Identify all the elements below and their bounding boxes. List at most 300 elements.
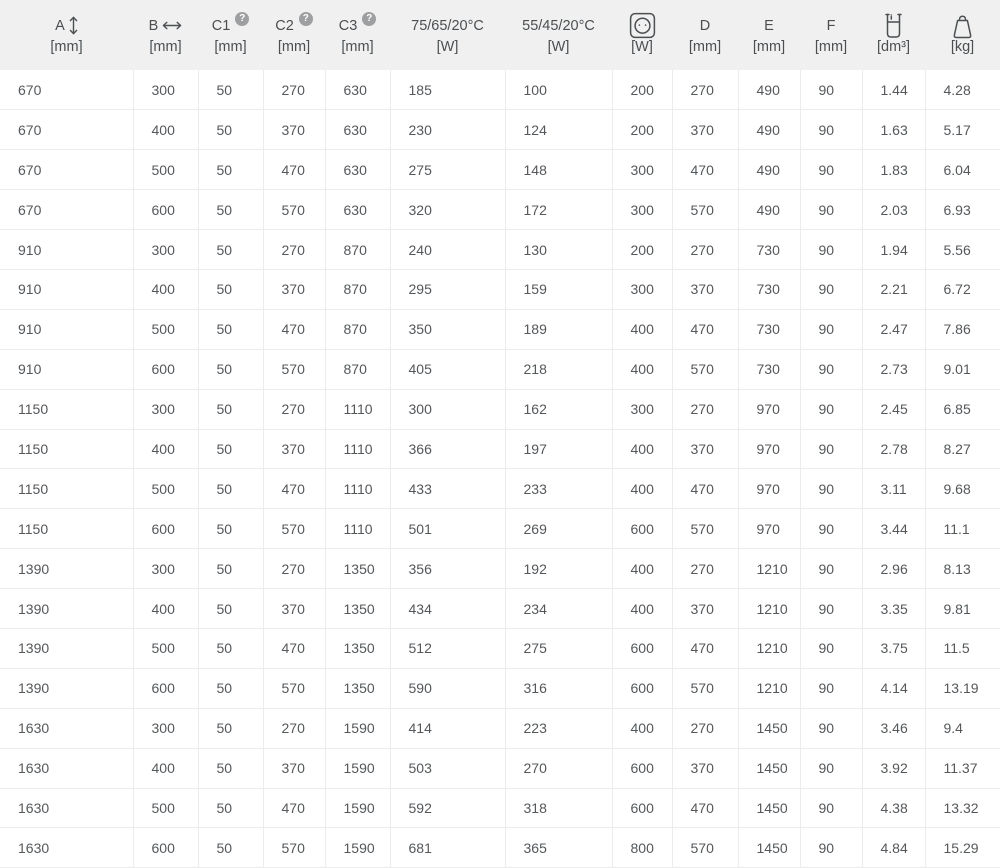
- cell-WEL: 600: [612, 628, 672, 668]
- cell-E: 1450: [738, 788, 800, 828]
- cell-C3: 1110: [325, 469, 390, 509]
- table-row: [0, 828, 1000, 868]
- cell-C2: 370: [263, 429, 325, 469]
- cell-VOL: 3.75: [862, 628, 925, 668]
- cell-KG: 6.85: [925, 389, 1000, 429]
- cell-F: 90: [800, 509, 862, 549]
- cell-C3: 1350: [325, 589, 390, 629]
- cell-C2: 570: [263, 509, 325, 549]
- cell-C1: 50: [198, 469, 263, 509]
- table-row: [0, 788, 1000, 828]
- cell-KG: 7.86: [925, 309, 1000, 349]
- help-icon[interactable]: ?: [235, 12, 249, 26]
- cell-E: 970: [738, 429, 800, 469]
- cell-VOL: 3.44: [862, 509, 925, 549]
- cell-WEL: 200: [612, 70, 672, 110]
- cell-F: 90: [800, 589, 862, 629]
- cell-WEL: 300: [612, 389, 672, 429]
- cell-KG: 5.56: [925, 230, 1000, 270]
- cell-C1: 50: [198, 509, 263, 549]
- cell-F: 90: [800, 549, 862, 589]
- cell-B: 400: [133, 110, 198, 150]
- cell-C3: 870: [325, 269, 390, 309]
- cell-VOL: 4.14: [862, 668, 925, 708]
- cell-VOL: 4.84: [862, 828, 925, 868]
- column-header-W7565: [390, 0, 505, 70]
- cell-F: 90: [800, 349, 862, 389]
- cell-VOL: 2.47: [862, 309, 925, 349]
- column-header-C2: [263, 0, 325, 70]
- cell-C1: 50: [198, 628, 263, 668]
- cell-C3: 630: [325, 190, 390, 230]
- column-header-C3: [325, 0, 390, 70]
- cell-D: 570: [672, 349, 738, 389]
- vertical-double-arrow-icon: [69, 16, 78, 35]
- cell-E: 490: [738, 70, 800, 110]
- table-row: [0, 429, 1000, 469]
- cell-B: 400: [133, 429, 198, 469]
- cell-WEL: 300: [612, 190, 672, 230]
- help-icon[interactable]: ?: [299, 12, 313, 26]
- cell-W7565: 433: [390, 469, 505, 509]
- cell-B: 300: [133, 549, 198, 589]
- cell-KG: 11.1: [925, 509, 1000, 549]
- cell-W5545: 365: [505, 828, 612, 868]
- cell-VOL: 3.46: [862, 708, 925, 748]
- cell-E: 490: [738, 190, 800, 230]
- cell-KG: 9.68: [925, 469, 1000, 509]
- cell-B: 600: [133, 828, 198, 868]
- cell-D: 570: [672, 509, 738, 549]
- cell-W7565: 503: [390, 748, 505, 788]
- cell-C1: 50: [198, 429, 263, 469]
- column-unit-KG: [kg]: [950, 38, 975, 55]
- cell-F: 90: [800, 389, 862, 429]
- cell-A: 1150: [0, 509, 133, 549]
- cell-A: 1150: [0, 389, 133, 429]
- cell-VOL: 1.63: [862, 110, 925, 150]
- cell-C2: 470: [263, 628, 325, 668]
- cell-D: 470: [672, 788, 738, 828]
- cell-W7565: 366: [390, 429, 505, 469]
- cell-D: 270: [672, 708, 738, 748]
- cell-KG: 6.04: [925, 150, 1000, 190]
- cell-C3: 1350: [325, 549, 390, 589]
- cell-W7565: 240: [390, 230, 505, 270]
- cell-WEL: 200: [612, 110, 672, 150]
- cell-W5545: 172: [505, 190, 612, 230]
- cell-W7565: 185: [390, 70, 505, 110]
- cell-WEL: 600: [612, 668, 672, 708]
- cell-E: 970: [738, 389, 800, 429]
- cell-A: 670: [0, 150, 133, 190]
- cell-VOL: 3.92: [862, 748, 925, 788]
- cell-D: 370: [672, 269, 738, 309]
- cell-C2: 570: [263, 349, 325, 389]
- table-header: [0, 0, 1000, 70]
- column-header-F: [800, 0, 862, 70]
- cell-F: 90: [800, 110, 862, 150]
- column-unit-VOL: [dm³]: [876, 38, 911, 55]
- cell-KG: 9.01: [925, 349, 1000, 389]
- column-label-C2: C2: [275, 17, 294, 34]
- cell-B: 600: [133, 509, 198, 549]
- cell-C2: 270: [263, 389, 325, 429]
- cell-C2: 370: [263, 269, 325, 309]
- cell-F: 90: [800, 748, 862, 788]
- table-row: [0, 628, 1000, 668]
- water-capacity-icon: [882, 12, 905, 39]
- column-label-D: D: [699, 17, 711, 34]
- cell-A: 1150: [0, 469, 133, 509]
- cell-D: 270: [672, 389, 738, 429]
- cell-WEL: 400: [612, 309, 672, 349]
- cell-W7565: 592: [390, 788, 505, 828]
- cell-D: 270: [672, 230, 738, 270]
- column-label-A: A: [55, 17, 65, 34]
- cell-W5545: 189: [505, 309, 612, 349]
- cell-VOL: 2.96: [862, 549, 925, 589]
- cell-A: 670: [0, 110, 133, 150]
- column-label-W7565: 75/65/20°C: [411, 17, 484, 34]
- cell-D: 370: [672, 589, 738, 629]
- header-row: [0, 0, 1000, 70]
- column-header-A: [0, 0, 133, 70]
- cell-W7565: 300: [390, 389, 505, 429]
- cell-WEL: 600: [612, 748, 672, 788]
- cell-W7565: 434: [390, 589, 505, 629]
- cell-B: 300: [133, 230, 198, 270]
- column-label-W5545: 55/45/20°C: [522, 17, 595, 34]
- cell-B: 600: [133, 349, 198, 389]
- column-header-W5545: [505, 0, 612, 70]
- cell-WEL: 400: [612, 708, 672, 748]
- cell-A: 1150: [0, 429, 133, 469]
- cell-F: 90: [800, 788, 862, 828]
- cell-C3: 630: [325, 110, 390, 150]
- cell-W5545: 316: [505, 668, 612, 708]
- cell-D: 270: [672, 70, 738, 110]
- cell-W5545: 234: [505, 589, 612, 629]
- cell-F: 90: [800, 429, 862, 469]
- cell-C2: 270: [263, 70, 325, 110]
- cell-C2: 570: [263, 190, 325, 230]
- cell-A: 1390: [0, 549, 133, 589]
- cell-D: 370: [672, 748, 738, 788]
- cell-VOL: 1.94: [862, 230, 925, 270]
- cell-E: 1450: [738, 828, 800, 868]
- cell-KG: 8.13: [925, 549, 1000, 589]
- cell-F: 90: [800, 708, 862, 748]
- cell-A: 1390: [0, 668, 133, 708]
- cell-F: 90: [800, 190, 862, 230]
- cell-VOL: 2.78: [862, 429, 925, 469]
- cell-F: 90: [800, 150, 862, 190]
- cell-E: 970: [738, 469, 800, 509]
- cell-C1: 50: [198, 309, 263, 349]
- cell-C1: 50: [198, 589, 263, 629]
- table-row: [0, 509, 1000, 549]
- cell-D: 470: [672, 309, 738, 349]
- column-header-VOL: [862, 0, 925, 70]
- weight-bag-icon: [950, 13, 975, 39]
- cell-F: 90: [800, 469, 862, 509]
- cell-C3: 870: [325, 230, 390, 270]
- cell-B: 600: [133, 668, 198, 708]
- cell-VOL: 2.45: [862, 389, 925, 429]
- cell-VOL: 3.11: [862, 469, 925, 509]
- cell-A: 1390: [0, 628, 133, 668]
- column-unit-C1: [mm]: [214, 38, 247, 55]
- cell-B: 300: [133, 708, 198, 748]
- cell-D: 270: [672, 549, 738, 589]
- table-row: [0, 469, 1000, 509]
- table-row: [0, 230, 1000, 270]
- cell-W5545: 124: [505, 110, 612, 150]
- cell-E: 490: [738, 150, 800, 190]
- table-row: [0, 269, 1000, 309]
- cell-C3: 1590: [325, 788, 390, 828]
- cell-F: 90: [800, 269, 862, 309]
- cell-WEL: 400: [612, 349, 672, 389]
- cell-VOL: 2.21: [862, 269, 925, 309]
- table-row: [0, 389, 1000, 429]
- cell-W7565: 230: [390, 110, 505, 150]
- cell-E: 1450: [738, 748, 800, 788]
- cell-VOL: 3.35: [862, 589, 925, 629]
- cell-E: 1210: [738, 589, 800, 629]
- cell-KG: 9.81: [925, 589, 1000, 629]
- cell-KG: 6.93: [925, 190, 1000, 230]
- cell-KG: 15.29: [925, 828, 1000, 868]
- horizontal-double-arrow-icon: [162, 21, 182, 30]
- cell-W5545: 223: [505, 708, 612, 748]
- column-unit-E: [mm]: [752, 38, 786, 55]
- cell-W5545: 130: [505, 230, 612, 270]
- table-row: [0, 589, 1000, 629]
- cell-E: 730: [738, 349, 800, 389]
- cell-D: 370: [672, 429, 738, 469]
- column-header-E: [738, 0, 800, 70]
- cell-C1: 50: [198, 230, 263, 270]
- cell-C3: 1350: [325, 628, 390, 668]
- cell-C2: 370: [263, 110, 325, 150]
- table-row: [0, 708, 1000, 748]
- table-row: [0, 349, 1000, 389]
- cell-VOL: 2.03: [862, 190, 925, 230]
- cell-E: 1210: [738, 628, 800, 668]
- cell-A: 910: [0, 349, 133, 389]
- cell-B: 400: [133, 748, 198, 788]
- cell-C3: 630: [325, 150, 390, 190]
- column-label-E: E: [764, 17, 774, 34]
- cell-WEL: 600: [612, 509, 672, 549]
- cell-C3: 1110: [325, 389, 390, 429]
- cell-W5545: 275: [505, 628, 612, 668]
- column-unit-WEL: [W]: [631, 38, 653, 55]
- cell-E: 1210: [738, 549, 800, 589]
- column-label-C3: C3: [338, 17, 358, 34]
- cell-W7565: 356: [390, 549, 505, 589]
- cell-A: 910: [0, 230, 133, 270]
- table-row: [0, 549, 1000, 589]
- cell-C2: 570: [263, 668, 325, 708]
- table-row: [0, 668, 1000, 708]
- cell-KG: 4.28: [925, 70, 1000, 110]
- cell-B: 300: [133, 70, 198, 110]
- cell-B: 500: [133, 628, 198, 668]
- column-header-WEL: [612, 0, 672, 70]
- electric-socket-icon: [629, 12, 656, 39]
- cell-VOL: 2.73: [862, 349, 925, 389]
- cell-W5545: 192: [505, 549, 612, 589]
- cell-C3: 870: [325, 349, 390, 389]
- cell-WEL: 300: [612, 150, 672, 190]
- column-unit-D: [mm]: [688, 38, 722, 55]
- cell-W5545: 269: [505, 509, 612, 549]
- cell-C2: 370: [263, 589, 325, 629]
- cell-WEL: 300: [612, 269, 672, 309]
- table-row: [0, 748, 1000, 788]
- cell-B: 400: [133, 589, 198, 629]
- column-unit-C2: [mm]: [277, 38, 311, 55]
- column-unit-W5545: [W]: [547, 38, 570, 55]
- cell-C2: 270: [263, 230, 325, 270]
- cell-B: 500: [133, 150, 198, 190]
- cell-C3: 1590: [325, 828, 390, 868]
- cell-A: 1630: [0, 788, 133, 828]
- cell-C1: 50: [198, 389, 263, 429]
- cell-KG: 8.27: [925, 429, 1000, 469]
- cell-B: 400: [133, 269, 198, 309]
- cell-VOL: 1.44: [862, 70, 925, 110]
- cell-WEL: 400: [612, 429, 672, 469]
- table-row: [0, 190, 1000, 230]
- column-unit-B: [mm]: [149, 38, 182, 55]
- cell-F: 90: [800, 70, 862, 110]
- cell-KG: 13.32: [925, 788, 1000, 828]
- column-header-C1: [198, 0, 263, 70]
- cell-W5545: 270: [505, 748, 612, 788]
- cell-E: 1450: [738, 708, 800, 748]
- cell-E: 730: [738, 269, 800, 309]
- cell-B: 500: [133, 309, 198, 349]
- cell-W5545: 197: [505, 429, 612, 469]
- cell-W5545: 100: [505, 70, 612, 110]
- cell-W7565: 405: [390, 349, 505, 389]
- column-label-C1: C1: [211, 17, 231, 34]
- cell-C1: 50: [198, 110, 263, 150]
- cell-E: 730: [738, 230, 800, 270]
- cell-WEL: 600: [612, 788, 672, 828]
- cell-WEL: 400: [612, 589, 672, 629]
- cell-F: 90: [800, 828, 862, 868]
- cell-KG: 5.17: [925, 110, 1000, 150]
- cell-W7565: 414: [390, 708, 505, 748]
- column-label-B: B: [148, 17, 159, 34]
- cell-C3: 870: [325, 309, 390, 349]
- cell-B: 500: [133, 469, 198, 509]
- cell-C2: 470: [263, 469, 325, 509]
- cell-W7565: 681: [390, 828, 505, 868]
- cell-W5545: 233: [505, 469, 612, 509]
- cell-A: 1630: [0, 748, 133, 788]
- cell-F: 90: [800, 309, 862, 349]
- cell-W5545: 159: [505, 269, 612, 309]
- cell-D: 370: [672, 110, 738, 150]
- cell-W7565: 501: [390, 509, 505, 549]
- cell-C3: 1350: [325, 668, 390, 708]
- column-label-F: F: [826, 17, 836, 34]
- cell-W5545: 318: [505, 788, 612, 828]
- cell-D: 470: [672, 628, 738, 668]
- cell-E: 1210: [738, 668, 800, 708]
- cell-C2: 570: [263, 828, 325, 868]
- cell-D: 470: [672, 150, 738, 190]
- column-header-B: [133, 0, 198, 70]
- column-unit-F: [mm]: [814, 38, 848, 55]
- table-row: [0, 70, 1000, 110]
- cell-A: 1630: [0, 708, 133, 748]
- cell-C2: 470: [263, 788, 325, 828]
- cell-D: 570: [672, 668, 738, 708]
- cell-C1: 50: [198, 190, 263, 230]
- cell-D: 570: [672, 828, 738, 868]
- cell-A: 1630: [0, 828, 133, 868]
- cell-C1: 50: [198, 349, 263, 389]
- column-unit-C3: [mm]: [341, 38, 374, 55]
- column-unit-A: [mm]: [50, 38, 83, 55]
- cell-KG: 11.37: [925, 748, 1000, 788]
- cell-KG: 11.5: [925, 628, 1000, 668]
- cell-A: 910: [0, 309, 133, 349]
- cell-C2: 270: [263, 708, 325, 748]
- cell-WEL: 200: [612, 230, 672, 270]
- cell-KG: 13.19: [925, 668, 1000, 708]
- cell-B: 500: [133, 788, 198, 828]
- cell-C1: 50: [198, 828, 263, 868]
- cell-WEL: 800: [612, 828, 672, 868]
- cell-C3: 1590: [325, 708, 390, 748]
- cell-C1: 50: [198, 70, 263, 110]
- table-body: [0, 70, 1000, 868]
- cell-W7565: 590: [390, 668, 505, 708]
- cell-C1: 50: [198, 269, 263, 309]
- help-icon[interactable]: ?: [362, 12, 376, 26]
- cell-W7565: 275: [390, 150, 505, 190]
- cell-W7565: 350: [390, 309, 505, 349]
- cell-C1: 50: [198, 748, 263, 788]
- cell-F: 90: [800, 628, 862, 668]
- cell-C3: 1110: [325, 509, 390, 549]
- cell-B: 300: [133, 389, 198, 429]
- cell-E: 490: [738, 110, 800, 150]
- cell-C2: 470: [263, 150, 325, 190]
- cell-KG: 9.4: [925, 708, 1000, 748]
- cell-W7565: 512: [390, 628, 505, 668]
- column-unit-W7565: [W]: [436, 38, 459, 55]
- cell-KG: 6.72: [925, 269, 1000, 309]
- cell-E: 970: [738, 509, 800, 549]
- cell-WEL: 400: [612, 549, 672, 589]
- cell-E: 730: [738, 309, 800, 349]
- cell-VOL: 4.38: [862, 788, 925, 828]
- cell-F: 90: [800, 230, 862, 270]
- cell-D: 570: [672, 190, 738, 230]
- cell-C1: 50: [198, 708, 263, 748]
- cell-A: 1390: [0, 589, 133, 629]
- cell-W7565: 295: [390, 269, 505, 309]
